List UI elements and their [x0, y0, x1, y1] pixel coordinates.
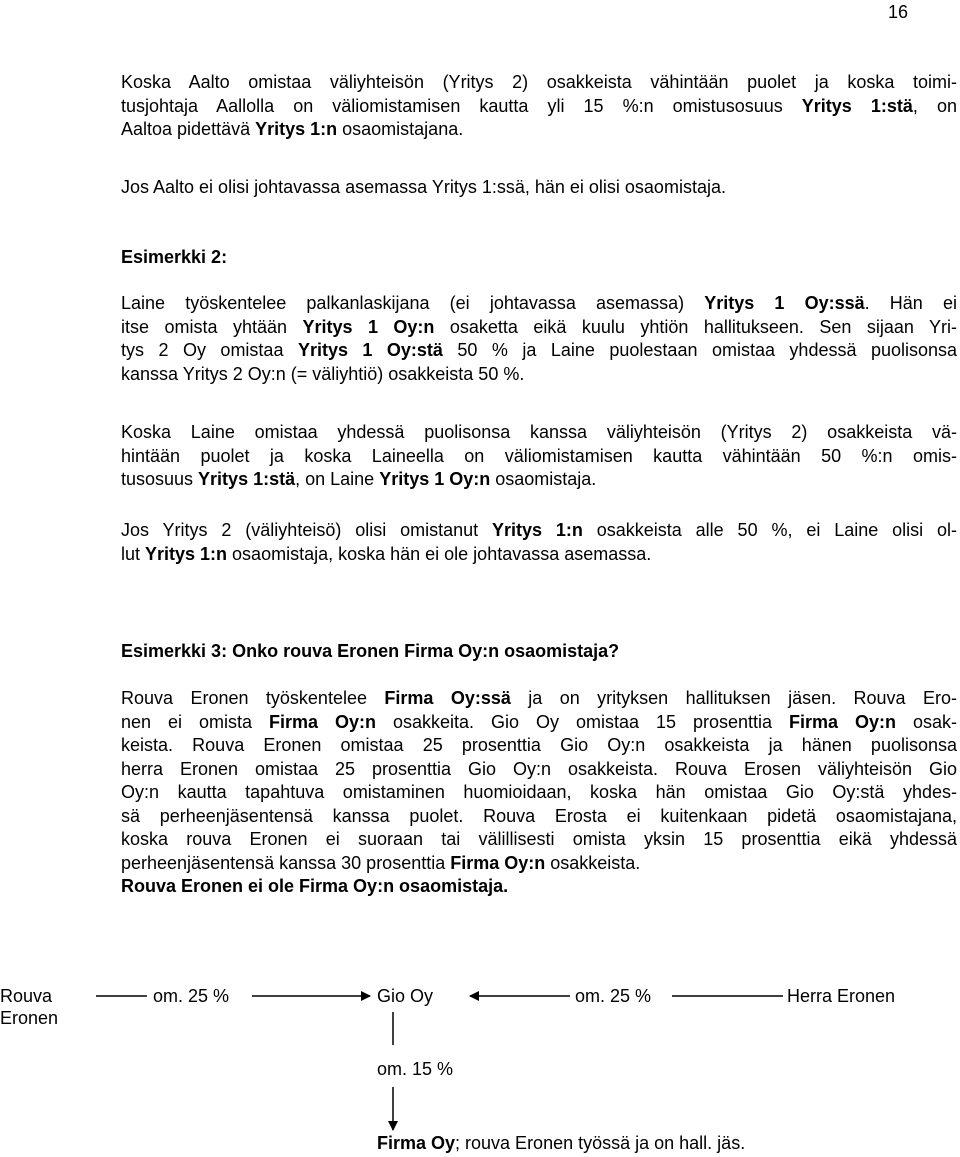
example-3-heading: Esimerkki 3: Onko rouva Eronen Firma Oy:n osaomistaja?: [121, 641, 620, 661]
text-line: nen ei omista Firma Oy:n osakkeita. Gio Oy omistaa 15 prosenttia Firma Oy:n osak-: [121, 711, 957, 732]
text-line: lut Yritys 1:n osaomistaja, koska hän ei ole johtavassa asemassa.: [121, 543, 652, 564]
text-line: keista. Rouva Eronen omistaa 25 prosenttia Gio Oy:n osakkeista ja hänen puolisonsa: [121, 735, 957, 755]
example-2-heading: Esimerkki 2:: [121, 247, 228, 267]
paragraph-aalto-not-leading: [121, 176, 957, 200]
ownership-diagram: [0, 975, 960, 1157]
text-line: Laine työskentelee palkanlaskijana (ei johtavassa asemassa) Yritys 1 Oy:ssä. Hän ei: [121, 293, 957, 313]
conclusion: Rouva Eronen ei ole Firma Oy:n osaomistaja.: [121, 876, 509, 896]
text-line: Jos Yritys 2 (väliyhteisö) olisi omistanut Yritys 1:n osakkeista alle 50 %, ei Laine olisi ol-: [121, 520, 957, 540]
paragraph-aalto: [121, 71, 957, 142]
label-ownership-gio: om. 15 %: [377, 1059, 454, 1079]
text-line: hintään puolet ja koska Laineella on väliomistamisen kautta vähintään 50 %:n omis-: [121, 445, 957, 466]
paragraph-laine-alternative: [121, 519, 957, 566]
text-line: tusosuus Yritys 1:stä, on Laine Yritys 1 Oy:n osaomistaja.: [121, 469, 597, 489]
paragraph-laine-conclusion: [121, 421, 957, 492]
paragraph-eronen: [121, 687, 957, 899]
label-ownership-rouva: om. 25 %: [153, 986, 230, 1006]
text-line: sä perheenjäsentensä kanssa puolet. Rouva Erosta ei kuitenkaan pidetä osaomistajana,: [121, 805, 957, 826]
text-line: itse omista yhtään Yritys 1 Oy:n osaketta eikä kuulu yhtiön hallitukseen. Sen sijaan Yri-: [121, 316, 958, 337]
text-line: Aaltoa pidettävä Yritys 1:n osaomistajana.: [121, 119, 464, 139]
paragraph-laine: [121, 292, 957, 386]
text-line: tusjohtaja Aallolla on väliomistamisen kautta yli 15 %:n omistusosuus Yritys 1:stä, on: [121, 95, 957, 116]
text-line: Jos Aalto ei olisi johtavassa asemassa Yritys 1:ssä, hän ei olisi osaomistaja.: [121, 177, 726, 197]
page-number: 16: [887, 2, 908, 22]
label-firma-oy: Firma Oy; rouva Eronen työssä ja on hall. jäs.: [377, 1133, 746, 1153]
text-line: perheenjäsentensä kanssa 30 prosenttia Firma Oy:n osakkeista.: [121, 852, 641, 873]
label-rouva-eronen: Rouva Eronen: [0, 986, 59, 1028]
label-herra-eronen: Herra Eronen: [787, 986, 896, 1006]
text-line: tys 2 Oy omistaa Yritys 1 Oy:stä 50 % ja Laine puolestaan omistaa yhdessä puolisonsa: [121, 340, 958, 360]
text-line: koska rouva Eronen ei suoraan tai välillisesti omista yksin 15 prosenttia eikä yhdessä: [121, 829, 957, 849]
text-line: Rouva Eronen työskentelee Firma Oy:ssä ja on yrityksen hallituksen jäsen. Rouva Ero-: [121, 688, 957, 708]
text-line: kanssa Yritys 2 Oy:n (= väliyhtiö) osakkeista 50 %.: [121, 363, 525, 384]
text-line: herra Eronen omistaa 25 prosenttia Gio Oy:n osakkeista. Rouva Erosen väliyhteisön Gio: [121, 758, 957, 779]
label-ownership-herra: om. 25 %: [575, 986, 652, 1006]
text-line: Koska Aalto omistaa väliyhteisön (Yritys 2) osakkeista vähintään puolet ja koska toimi-: [121, 72, 957, 92]
label-gio-oy: Gio Oy: [377, 986, 434, 1006]
text-line: Oy:n kautta tapahtuva omistaminen huomioidaan, koska hän omistaa Gio Oy:stä yhdes-: [121, 782, 957, 802]
text-line: Koska Laine omistaa yhdessä puolisonsa kanssa väliyhteisön (Yritys 2) osakkeista vä-: [121, 422, 957, 442]
